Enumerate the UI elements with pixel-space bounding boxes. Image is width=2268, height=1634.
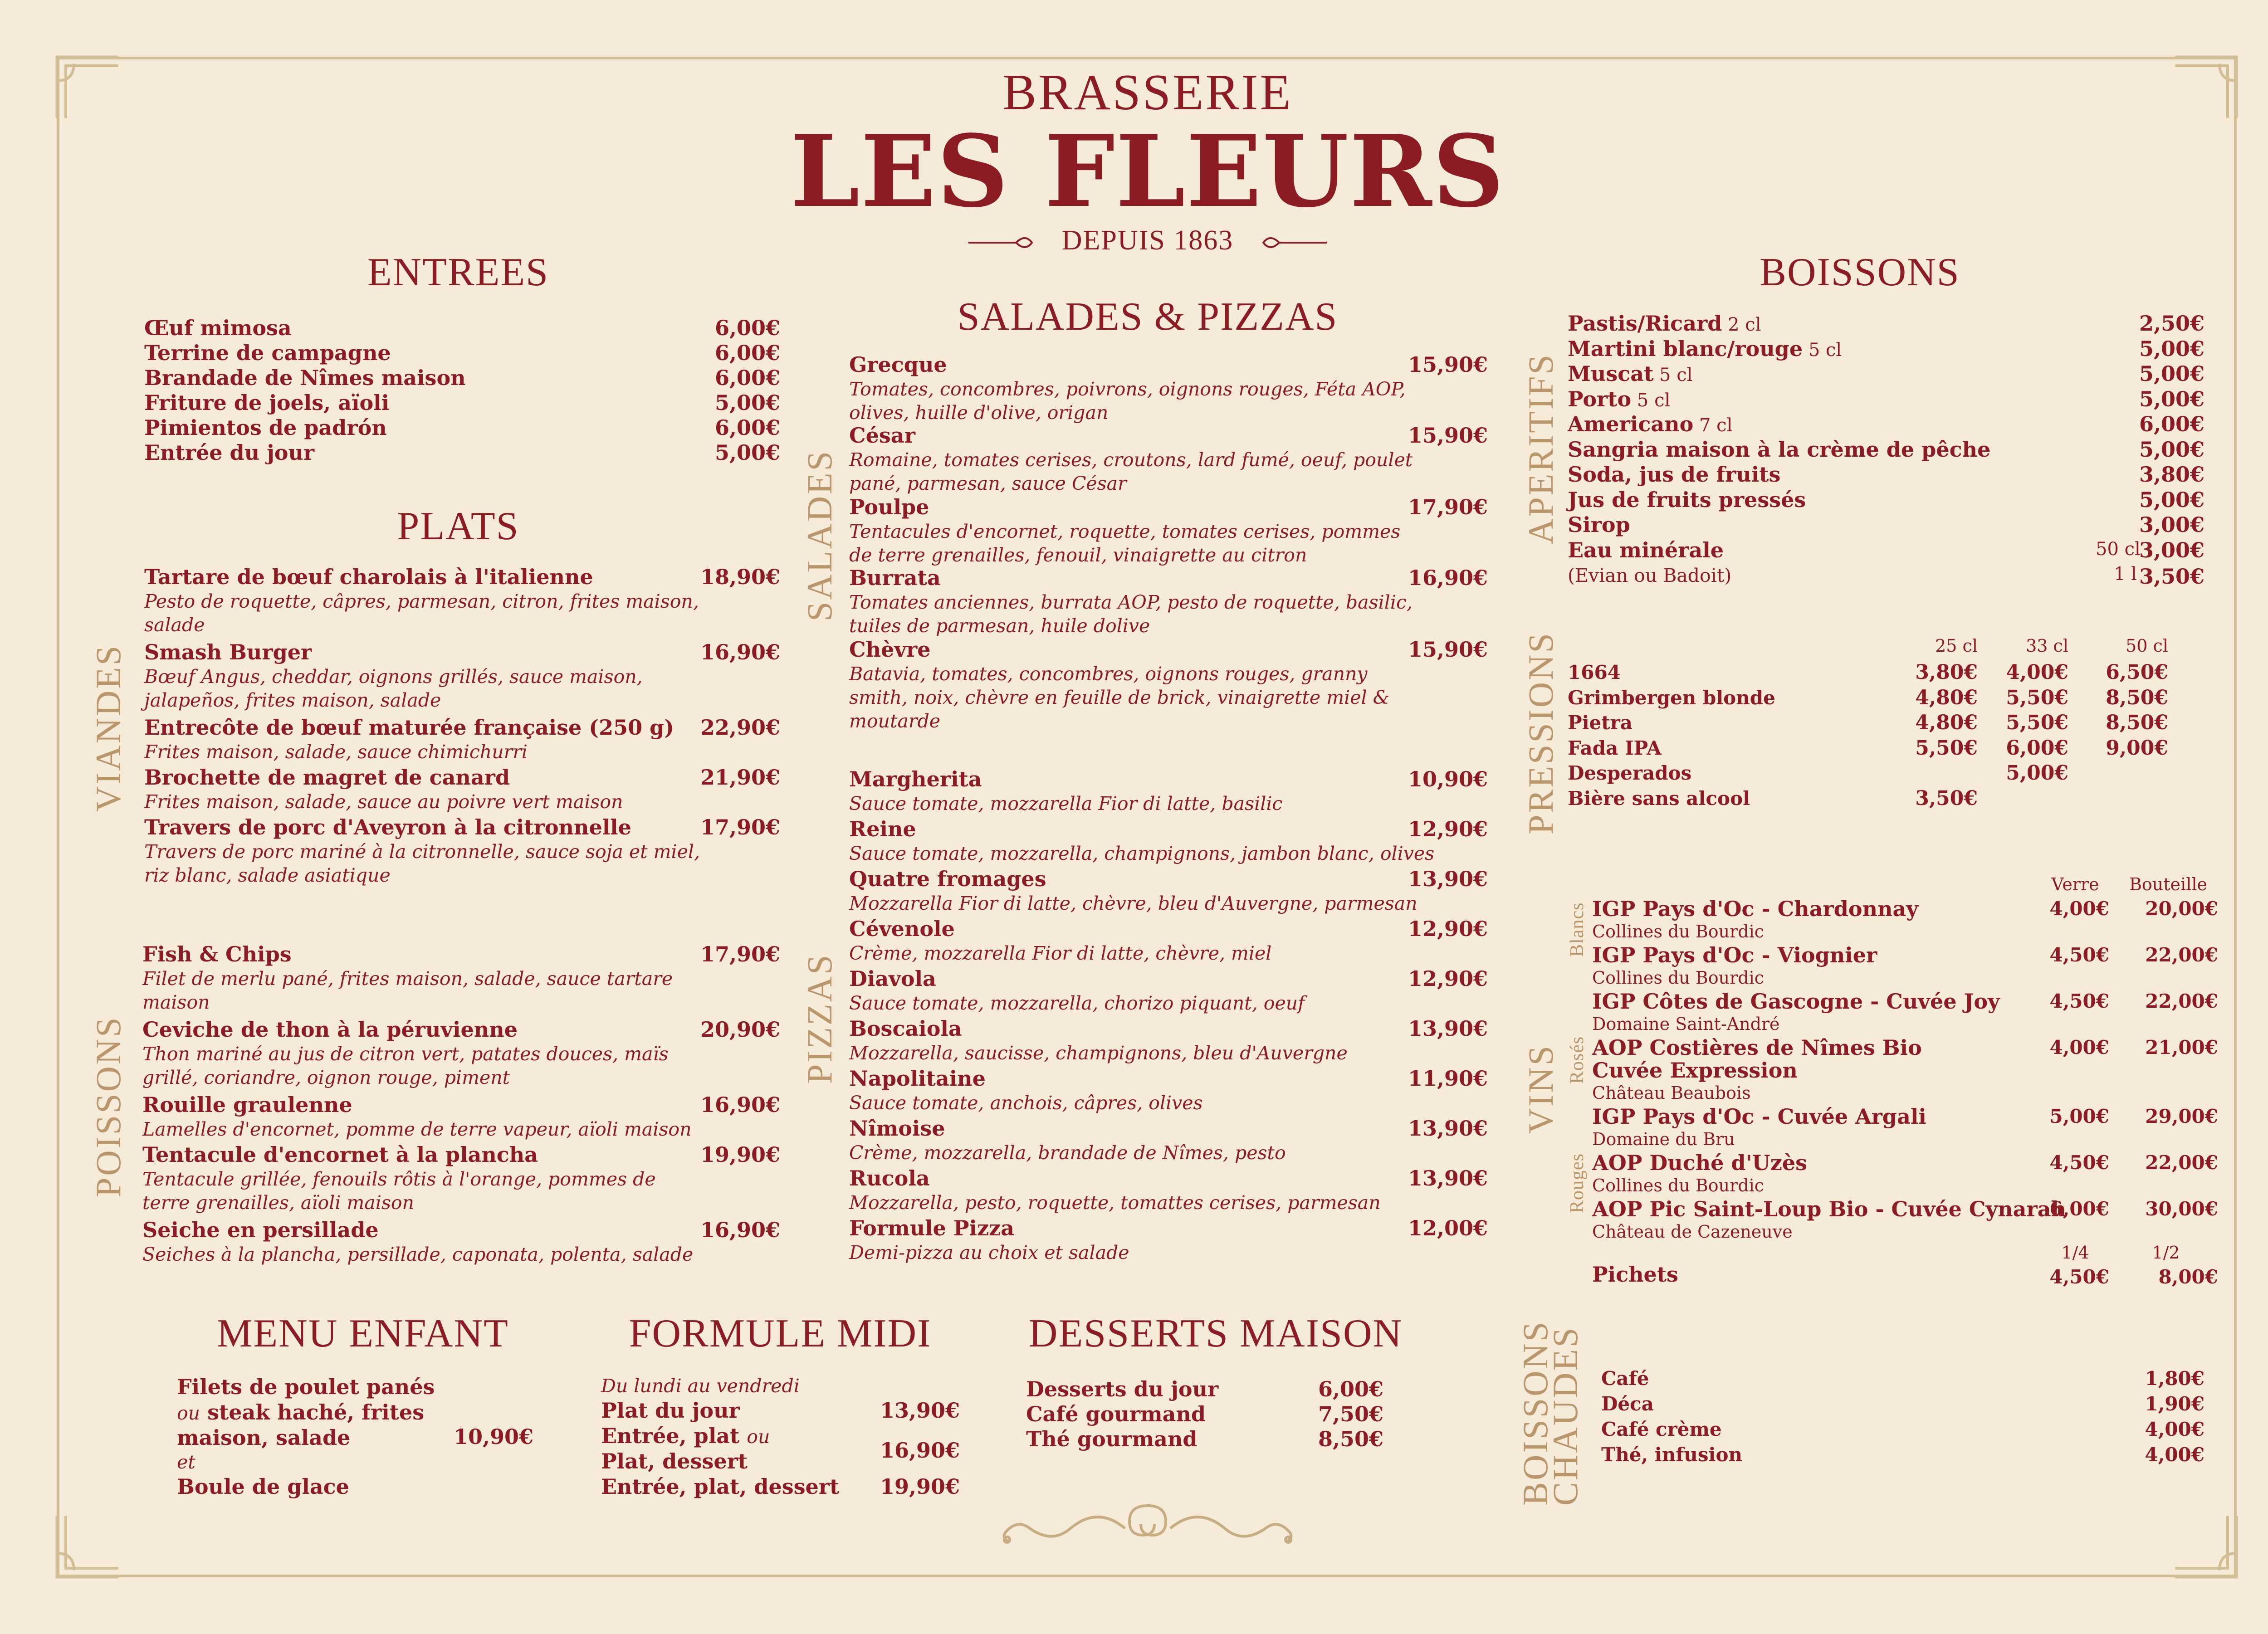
vin-name: IGP Pays d'Oc - Chardonnay [1592,897,1919,921]
aperitif-name-text: Martini blanc/rouge [1568,336,1803,361]
vin-name: IGP Côtes de Gascogne - Cuvée Joy [1592,989,2000,1014]
vins-col-header: Bouteille [2129,874,2207,894]
boissons-title: BOISSONS [1760,250,1960,294]
entree-name: Pimientos de padrón [144,415,387,440]
formule-midi-item: Entrée, plat [601,1424,740,1448]
flourish-left-icon [966,229,1034,261]
poisson-desc: Filet de merlu pané, frites maison, salade, sauce tartare maison [142,968,673,1013]
aperitif-name [1568,411,1732,438]
vin-name: IGP Pays d'Oc - Viognier [1592,943,1877,967]
pizza-price: 12,90€ [1408,966,1488,991]
poisson-price: 16,90€ [700,1093,780,1117]
aperitif-price: 2,50€ [2139,311,2204,336]
corner-ornament-icon [2172,54,2240,122]
aperitif-name [1568,311,1761,337]
eau-price: 3,50€ [2139,564,2204,589]
pression-price: 4,80€ [1915,711,1978,734]
entree-price: 5,00€ [714,390,780,415]
pizza-name: Rucola [849,1166,930,1190]
vins-blancs-label: Blancs [1567,902,1588,957]
aperitif-volume: 5 cl [1653,365,1693,385]
pizza-name: Cévenole [849,917,955,941]
menu-enfant-line: Filets de poulet panés [177,1375,435,1399]
poisson-name: Rouille graulenne [142,1093,352,1117]
entree-price: 6,00€ [714,366,780,390]
poisson-price: 20,90€ [700,1017,780,1042]
vin-domaine: Collines du Bourdic [1592,1176,1765,1195]
boisson-chaude-price: 4,00€ [2145,1444,2204,1466]
formule-midi-item: Entrée, plat, dessert [601,1474,840,1499]
vin-verre-price: 4,50€ [2049,944,2109,966]
formule-midi-title: FORMULE MIDI [629,1312,932,1356]
pression-price: 5,50€ [2006,686,2068,709]
vin-verre-price: 5,00€ [2049,1105,2109,1127]
pizza-price: 12,90€ [1408,817,1488,841]
poisson-price: 19,90€ [700,1142,780,1167]
vin-verre-price: 4,00€ [2049,897,2109,920]
boissons-chaudes-label [1515,1320,1585,1506]
aperitif-price: 3,80€ [2139,462,2204,487]
dessert-name: Thé gourmand [1026,1427,1198,1451]
eau-name: Eau minérale [1568,538,1724,562]
formule-midi-ou: ou [747,1426,770,1448]
vins-label: VINS [1521,1044,1560,1134]
poisson-name: Tentacule d'encornet à la plancha [142,1142,538,1167]
pression-name: Desperados [1568,762,1692,784]
poisson-name: Seiche en persillade [142,1218,379,1242]
poissons-label: POISSONS [88,1015,128,1197]
pizza-price: 11,90€ [1408,1066,1488,1091]
pizza-price: 10,90€ [1408,767,1488,791]
poisson-desc: Thon mariné au jus de citron vert, patates douces, maïs grillé, coriandre, oignon rouge, piment [142,1043,669,1088]
salade-desc: Tomates, concombres, poivrons, oignons rouges, Féta AOP, olives, huille d'olive, origan [849,378,1406,424]
pizza-name: Formule Pizza [849,1216,1015,1240]
boisson-chaude-price: 1,90€ [2145,1393,2204,1415]
aperitif-price: 5,00€ [2139,487,2204,512]
flourish-right-icon [1261,229,1329,261]
pizza-price: 13,90€ [1408,1016,1488,1041]
pression-price: 8,50€ [2106,686,2168,709]
pression-name: Pietra [1568,712,1633,734]
aperitif-volume: 7 cl [1693,415,1733,436]
dessert-price: 6,00€ [1318,1377,1383,1401]
boisson-chaude-name: Thé, infusion [1601,1444,1743,1466]
entree-name: Œuf mimosa [144,316,292,340]
vin-name: IGP Pays d'Oc - Cuvée Argali [1592,1104,1926,1129]
salade-name: Chèvre [849,637,931,662]
pression-price: 4,80€ [1915,686,1978,709]
salade-desc: Romaine, tomates cerises, croutons, lard fumé, oeuf, poulet pané, parmesan, sauce César [849,449,1413,494]
pressions-col-header: 50 cl [2126,636,2168,656]
entree-name: Brandade de Nîmes maison [144,366,466,390]
formule-midi-item: Plat du jour [601,1398,740,1423]
salade-name: Grecque [849,352,947,377]
vin-domaine: Domaine du Bru [1592,1129,1735,1149]
salade-desc: Tomates anciennes, burrata AOP, pesto de roquette, basilic, tuiles de parmesan, huile dolive [849,591,1413,637]
vin-bouteille-price: 22,00€ [2145,990,2218,1012]
pizza-price: 12,00€ [1408,1216,1488,1240]
viande-price: 22,90€ [700,715,780,740]
pizza-desc: Sauce tomate, anchois, câpres, olives [849,1092,1203,1114]
dessert-name: Café gourmand [1026,1402,1206,1426]
header-brasserie: BRASSERIE [1002,64,1293,121]
viande-price: 16,90€ [700,640,780,664]
since-text: DEPUIS 1863 [1061,225,1234,256]
pichets-col: 1/4 [2061,1243,2089,1263]
salade-name: Poulpe [849,495,929,519]
restaurant-name: LES FLEURS [790,113,1505,229]
aperitif-price: 6,00€ [2139,412,2204,436]
pizza-price: 13,90€ [1408,1166,1488,1190]
viande-desc: Travers de porc mariné à la citronnelle, sauce soja et miel, riz blanc, salade asiatique [144,841,700,886]
aperitif-name [1568,512,1630,537]
vin-name-line2: Cuvée Expression [1592,1058,1798,1083]
vin-name: AOP Pic Saint-Loup Bio - Cuvée Cynarah [1592,1197,2066,1221]
boisson-chaude-name: Café crème [1601,1418,1722,1440]
dessert-price: 7,50€ [1318,1402,1383,1426]
entrees-title: ENTREES [367,250,549,294]
vin-domaine: Collines du Bourdic [1592,922,1765,941]
pizza-desc: Mozzarella Fior di latte, chèvre, bleu d'Auvergne, parmesan [849,893,1418,914]
pizza-price: 13,90€ [1408,1116,1488,1141]
entree-price: 6,00€ [714,341,780,365]
aperitif-name-text: Soda, jus de fruits [1568,462,1781,487]
boisson-chaude-name: Déca [1601,1393,1654,1415]
formule-midi-note: Du lundi au vendredi [601,1375,800,1397]
entree-name: Friture de joels, aïoli [144,390,390,415]
eau-price: 3,00€ [2139,538,2204,562]
entree-price: 6,00€ [714,316,780,340]
aperitif-price: 5,00€ [2139,386,2204,411]
salade-desc: Batavia, tomates, concombres, oignons rouges, granny smith, noix, chèvre en feuille de brick, vinaigrette miel & moutarde [849,663,1390,732]
vins-col-header: Verre [2051,874,2099,894]
pizza-desc: Demi-pizza au choix et salade [849,1242,1129,1263]
pichets-price: 8,00€ [2158,1266,2218,1288]
formule-midi-price: 13,90€ [880,1398,960,1423]
vin-verre-price: 4,00€ [2049,1036,2109,1058]
aperitif-name [1568,386,1670,413]
salade-name: Burrata [849,566,941,590]
menu-enfant-line: maison, salade [177,1425,351,1450]
menu-enfant-line: Boule de glace [177,1474,349,1499]
pizza-desc: Mozzarella, saucisse, champignons, bleu d'Auvergne [849,1042,1348,1064]
aperitif-volume: 5 cl [1803,339,1842,361]
vin-domaine: Domaine Saint-André [1592,1014,1780,1034]
pizza-name: Margherita [849,767,982,791]
pizza-name: Reine [849,817,916,841]
pizza-name: Nîmoise [849,1116,945,1141]
viande-desc: Pesto de roquette, câpres, parmesan, citron, frites maison, salade [144,590,699,636]
pression-name: 1664 [1568,661,1621,683]
eau-size: 1 l [2114,564,2137,585]
salade-price: 15,90€ [1408,637,1488,662]
aperitifs-label: APERITIFS [1521,353,1560,544]
vins-roses-label: Rosés [1567,1036,1588,1084]
bottom-flourish-icon [989,1497,1306,1553]
salade-name: César [849,423,915,448]
vin-domaine: Château de Cazeneuve [1592,1222,1793,1242]
menu-enfant-ou: ou [177,1402,200,1424]
formule-midi-item: Plat, dessert [601,1449,748,1473]
pressions-label: PRESSIONS [1521,631,1560,834]
viande-price: 21,90€ [700,765,780,790]
pression-price: 9,00€ [2106,736,2168,760]
aperitif-price: 5,00€ [2139,437,2204,462]
eau-size: 50 cl [2096,539,2141,560]
salades-pizzas-title: SALADES & PIZZAS [957,295,1338,339]
pression-name: Bière sans alcool [1568,787,1750,810]
pression-name: Grimbergen blonde [1568,686,1775,709]
vin-verre-price: 6,00€ [2049,1198,2109,1220]
pression-price: 3,50€ [1915,786,1978,810]
dessert-price: 8,50€ [1318,1427,1383,1451]
menu-enfant-et: et [177,1451,196,1473]
pizza-name: Boscaiola [849,1016,962,1041]
aperitif-name [1568,487,1806,512]
aperitif-name [1568,336,1842,363]
viandes-label: VIANDES [88,644,128,812]
vin-bouteille-price: 21,00€ [2145,1036,2218,1058]
vin-bouteille-price: 30,00€ [2145,1198,2218,1220]
viande-price: 17,90€ [700,815,780,839]
pizza-desc: Mozzarella, pesto, roquette, tomattes cerises, parmesan [849,1192,1381,1214]
aperitif-name-text: Sangria maison à la crème de pêche [1568,437,1991,462]
viande-name: Travers de porc d'Aveyron à la citronnelle [144,815,631,839]
aperitif-volume: 5 cl [1631,390,1671,411]
pichets-col: 1/2 [2152,1243,2180,1263]
pichets-price: 4,50€ [2049,1266,2109,1288]
boisson-chaude-price: 1,80€ [2145,1367,2204,1390]
salade-price: 17,90€ [1408,495,1488,519]
viande-desc: Frites maison, salade, sauce au poivre vert maison [144,791,623,813]
aperitif-name [1568,462,1780,487]
vin-name: AOP Costières de Nîmes Bio [1592,1035,1922,1060]
viande-desc: Bœuf Angus, cheddar, oignons grillés, sauce maison, jalapeños, frites maison, salade [144,666,643,711]
formule-midi-price: 16,90€ [880,1438,960,1463]
pression-name: Fada IPA [1568,737,1662,759]
pichets-name: Pichets [1592,1262,1678,1287]
dessert-name: Desserts du jour [1026,1377,1219,1401]
formule-midi-content [601,1374,839,1499]
pressions-col-header: 25 cl [1935,636,1978,656]
corner-ornament-icon [54,1512,122,1580]
since-line [962,224,1334,257]
pression-price: 5,50€ [1915,736,1978,760]
entree-name: Terrine de campagne [144,341,391,365]
aperitif-name-text: Pastis/Ricard [1568,311,1722,336]
pizza-price: 13,90€ [1408,867,1488,891]
pizza-name: Napolitaine [849,1066,986,1091]
salade-desc: Tentacules d'encornet, roquette, tomates cerises, pommes de terre grenailles, fenouil, vinaigrette au citron [849,521,1401,566]
aperitif-name-text: Porto [1568,386,1632,411]
aperitif-price: 5,00€ [2139,336,2204,361]
aperitif-name-text: Americano [1568,412,1694,436]
vin-domaine: Château Beaubois [1592,1083,1751,1103]
pression-price: 8,50€ [2106,711,2168,734]
boisson-chaude-price: 4,00€ [2145,1418,2204,1440]
vin-verre-price: 4,50€ [2049,990,2109,1012]
pression-price: 5,00€ [2006,761,2068,785]
desserts-title: DESSERTS MAISON [1028,1312,1403,1356]
viande-name: Entrecôte de bœuf maturée française (250 g) [144,715,675,740]
formule-midi-price: 19,90€ [880,1474,960,1499]
viande-name: Smash Burger [144,640,312,664]
pression-price: 3,80€ [1915,661,1978,684]
pression-price: 5,50€ [2006,711,2068,734]
poisson-desc: Seiches à la plancha, persillade, caponata, polenta, salade [142,1244,694,1265]
vin-bouteille-price: 29,00€ [2145,1105,2218,1127]
corner-ornament-icon [2172,1512,2240,1580]
poisson-desc: Lamelles d'encornet, pomme de terre vapeur, aïoli maison [142,1118,692,1140]
eau-note: (Evian ou Badoit) [1568,565,1732,586]
aperitif-name [1568,361,1692,388]
vin-bouteille-price: 22,00€ [2145,1151,2218,1174]
pizza-desc: Sauce tomate, mozzarella, chorizo piquant, oeuf [849,992,1305,1014]
boissons-chaudes-label-line1: BOISSONS [1515,1320,1555,1506]
pizza-name: Diavola [849,966,936,991]
pression-price: 4,00€ [2006,661,2068,684]
entree-price: 6,00€ [714,415,780,440]
viande-name: Tartare de bœuf charolais à l'italienne [144,565,593,589]
poisson-name: Fish & Chips [142,942,292,966]
vin-domaine: Collines du Bourdic [1592,968,1765,988]
menu-enfant-title: MENU ENFANT [217,1312,509,1356]
aperitif-price: 5,00€ [2139,361,2204,386]
vin-verre-price: 4,50€ [2049,1151,2109,1174]
pizza-desc: Sauce tomate, mozzarella, champignons, jambon blanc, olives [849,843,1435,864]
pizza-desc: Crème, mozzarella Fior di latte, chèvre, miel [849,942,1272,964]
menu-enfant-price: 10,90€ [454,1424,534,1449]
vin-name: AOP Duché d'Uzès [1592,1151,1808,1175]
pression-price: 6,00€ [2006,736,2068,760]
pizza-price: 12,90€ [1408,917,1488,941]
salade-price: 16,90€ [1408,566,1488,590]
viande-desc: Frites maison, salade, sauce chimichurri [144,741,528,763]
poisson-name: Ceviche de thon à la péruvienne [142,1017,518,1042]
menu-enfant-content [177,1374,435,1499]
menu-enfant-line: steak haché, frites [207,1400,425,1424]
pression-price: 6,50€ [2106,661,2168,684]
plats-title: PLATS [397,504,519,548]
pizzas-label: PIZZAS [800,953,839,1084]
pizza-name: Quatre fromages [849,867,1046,891]
salade-price: 15,90€ [1408,423,1488,448]
boissons-chaudes-label-line2: CHAUDES [1545,1326,1585,1506]
poisson-desc: Tentacule grillée, fenouils rôtis à l'orange, pommes de terre grenailles, aïoli maison [142,1168,656,1214]
corner-ornament-icon [54,54,122,122]
vin-bouteille-price: 22,00€ [2145,944,2218,966]
aperitif-name-text: Muscat [1568,361,1654,386]
aperitif-volume: 2 cl [1722,314,1761,335]
aperitif-name-text: Sirop [1568,512,1630,537]
aperitif-name [1568,437,1990,462]
vin-bouteille-price: 20,00€ [2145,897,2218,920]
pizza-desc: Sauce tomate, mozzarella Fior di latte, basilic [849,793,1283,815]
pressions-col-header: 33 cl [2026,636,2068,656]
pizza-desc: Crème, mozzarella, brandade de Nîmes, pesto [849,1142,1286,1164]
poisson-price: 17,90€ [700,942,780,966]
entree-name: Entrée du jour [144,440,315,465]
boisson-chaude-name: Café [1601,1367,1649,1390]
salade-price: 15,90€ [1408,352,1488,377]
salades-label: SALADES [800,449,839,621]
aperitif-name-text: Jus de fruits pressés [1568,487,1806,512]
aperitif-price: 3,00€ [2139,512,2204,537]
viande-name: Brochette de magret de canard [144,765,510,790]
vins-rouges-label: Rouges [1567,1153,1588,1213]
poisson-price: 16,90€ [700,1218,780,1242]
entree-price: 5,00€ [714,440,780,465]
viande-price: 18,90€ [700,565,780,589]
